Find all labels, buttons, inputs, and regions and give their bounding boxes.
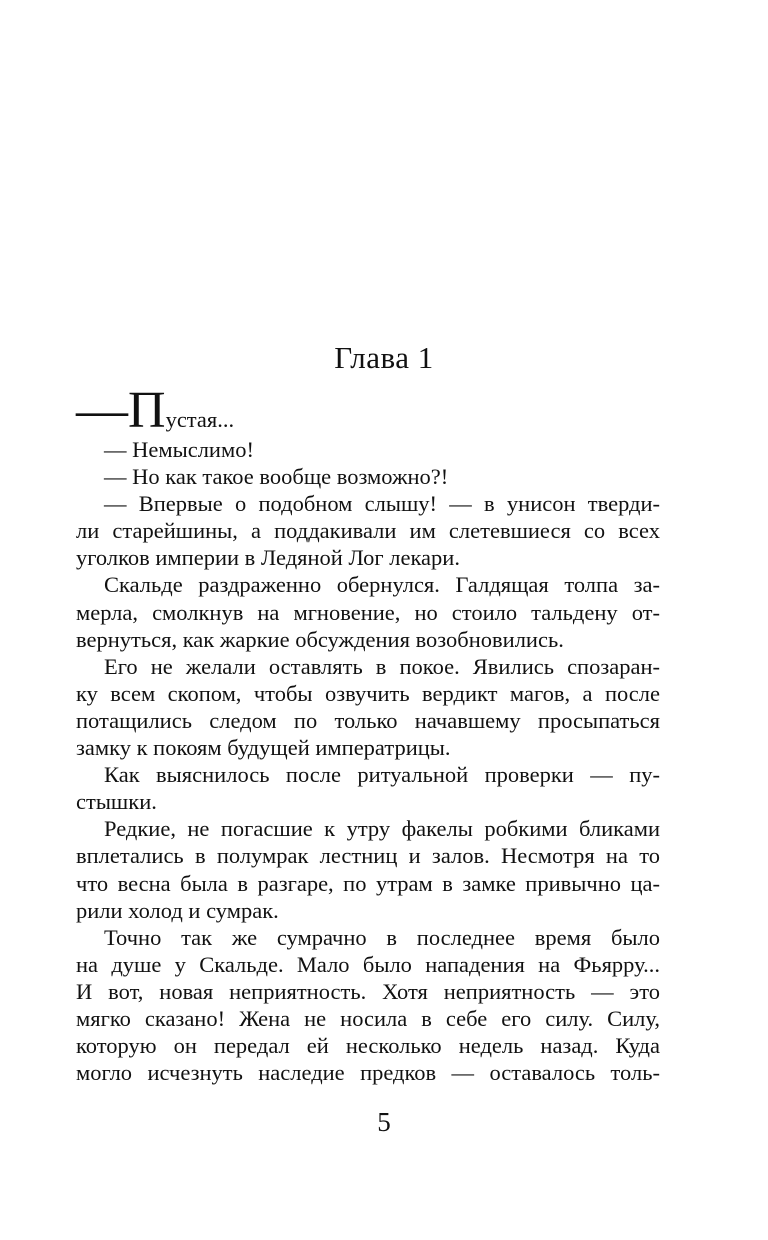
text-line: потащились следом по только начавшему просыпаться [76,707,660,733]
chapter-title: Глава 1 [334,340,434,375]
text-line: которую он передал ей несколько недель назад. Куда [76,1033,660,1059]
text-line: на душе у Скальде. Мало было нападения на Фьярру... [76,951,660,977]
opening-line [76,382,660,439]
text-line: рили холод и сумрак. [76,897,279,923]
text-line: мягко сказано! Жена не носила в себе его силу. Силу, [76,1005,660,1031]
text-line: И вот, новая неприятность. Хотя неприятность — это [76,978,660,1004]
text-line: стышки. [76,789,157,815]
text-line: уголков империи в Ледяной Лог лекари. [76,545,460,571]
text-line: вернуться, как жаркие обсуждения возобновились. [76,626,564,652]
text-line: ку всем скопом, чтобы озвучить вердикт магов, а после [76,680,660,706]
text-line: — Впервые о подобном слышу! — в унисон тверди- [104,491,660,517]
text-line: — Немыслимо! [104,437,254,462]
text-line: ли старейшины, а поддакивали им слетевшиеся со всех [76,518,660,544]
body-text [76,382,660,1086]
page-number: 5 [377,1107,391,1137]
text-line: Редкие, не погасшие к утру факелы робкими бликами [104,816,660,842]
text-line: вплетались в полумрак лестниц и залов. Несмотря на то [76,843,660,869]
text-line: что весна была в разгаре, по утрам в замке привычно ца- [76,870,660,896]
opening-line-rest: устая... [165,407,235,432]
text-line: мерла, смолкнув на мгновение, но стоило тальдену от- [76,599,660,625]
text-line: Как выяснилось после ритуальной проверки — пу- [104,762,660,788]
text-line: — Но как такое вообще возможно?! [104,464,449,490]
text-line: замку к покоям будущей императрицы. [76,735,451,761]
drop-cap: —П [76,382,166,439]
text-line: могло исчезнуть наследие предков — оставалось толь- [76,1060,660,1086]
text-line: Скальде раздраженно обернулся. Галдящая толпа за- [104,572,660,598]
text-line: Точно так же сумрачно в последнее время было [104,924,660,950]
text-line: Его не желали оставлять в покое. Явились спозаран- [104,653,660,679]
